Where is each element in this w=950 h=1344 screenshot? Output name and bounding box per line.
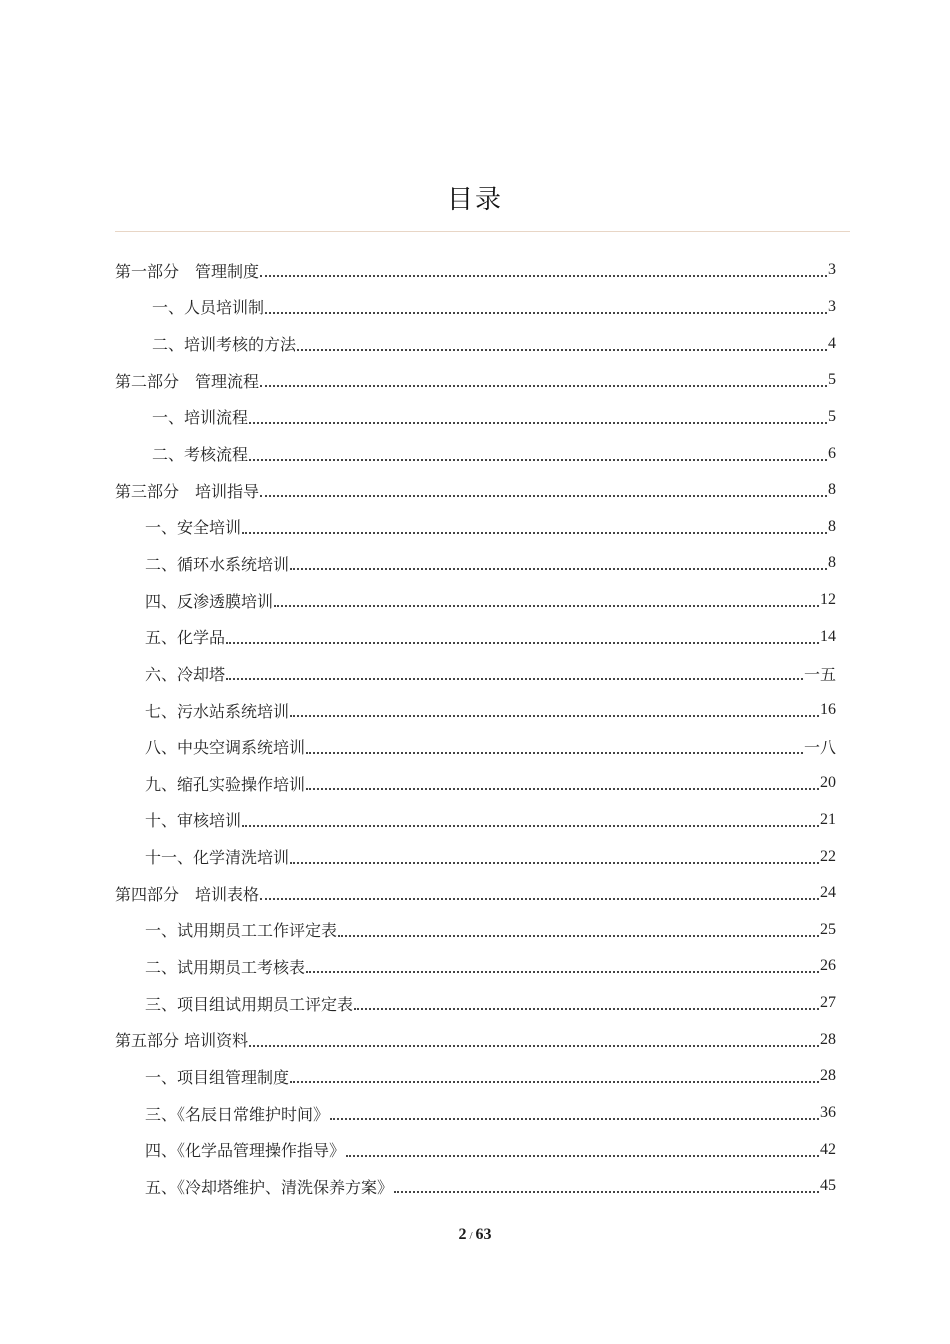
toc-entry-page: 14	[820, 627, 836, 645]
toc-dot-leader	[394, 1191, 819, 1193]
toc-entry-page: 25	[820, 920, 836, 938]
toc-entry-text: 第四部分 培训表格	[115, 884, 260, 904]
toc-entry-text: 第二部分 管理流程	[115, 371, 260, 391]
toc-entry-text: 二、考核流程	[152, 445, 249, 465]
current-page-number: 2	[458, 1226, 467, 1243]
toc-entry-text: 一、培训流程	[152, 408, 249, 428]
toc-entry-text: 五、《冷却塔维护、清洗保养方案》	[145, 1177, 394, 1197]
toc-entry[interactable]	[0, 728, 950, 765]
page-number-separator: /	[469, 1230, 473, 1242]
toc-entry[interactable]	[0, 289, 950, 326]
toc-entry[interactable]	[0, 912, 950, 949]
toc-dot-leader	[297, 349, 827, 351]
toc-dot-leader	[242, 825, 819, 827]
toc-entry[interactable]	[0, 765, 950, 802]
toc-dot-leader	[249, 1045, 819, 1047]
toc-entry[interactable]	[0, 875, 950, 912]
toc-entry[interactable]	[0, 582, 950, 619]
toc-entry-page: 27	[820, 994, 836, 1012]
toc-entry-page: 5	[828, 371, 836, 389]
toc-entry[interactable]	[0, 1095, 950, 1132]
toc-entry-text: 一、项目组管理制度	[145, 1067, 290, 1087]
toc-entry[interactable]	[0, 948, 950, 985]
toc-entry[interactable]	[0, 545, 950, 582]
toc-entry[interactable]	[0, 692, 950, 729]
toc-entry[interactable]	[0, 399, 950, 436]
toc-dot-leader	[290, 862, 819, 864]
toc-entry-text: 二、试用期员工考核表	[145, 957, 306, 977]
toc-entry[interactable]	[0, 655, 950, 692]
toc-entry-text: 五、化学品	[145, 628, 226, 648]
toc-entry[interactable]	[0, 252, 950, 289]
toc-entry-text: 第一部分 管理制度	[115, 261, 260, 281]
toc-entry-text: 四、《化学品管理操作指导》	[145, 1141, 346, 1161]
toc-entry[interactable]	[0, 985, 950, 1022]
toc-dot-leader	[338, 935, 819, 937]
toc-entry-text: 第五部分 培训资料	[115, 1031, 249, 1051]
toc-entry-text: 九、缩孔实验操作培训	[145, 774, 306, 794]
toc-dot-leader	[290, 568, 827, 570]
page-number	[0, 1226, 950, 1244]
toc-entry-text: 七、污水站系统培训	[145, 701, 290, 721]
toc-entry-text: 一、安全培训	[145, 518, 242, 538]
toc-entry-text: 十一、化学清洗培训	[145, 848, 290, 868]
toc-entry[interactable]	[0, 802, 950, 839]
toc-entry-text: 二、培训考核的方法	[152, 335, 297, 355]
toc-entry-page: 36	[820, 1104, 836, 1122]
toc-entry-page: 22	[820, 847, 836, 865]
toc-entry-page: 一五	[803, 666, 836, 684]
toc-entry-page: 28	[820, 1030, 836, 1048]
toc-entry-text: 三、《名辰日常维护时间》	[145, 1104, 330, 1124]
toc-dot-leader	[265, 312, 827, 314]
toc-entry-page: 8	[828, 517, 836, 535]
toc-entry[interactable]	[0, 362, 950, 399]
toc-dot-leader	[260, 898, 819, 900]
toc-entry-page: 8	[828, 481, 836, 499]
toc-entry-text: 十、审核培训	[145, 811, 242, 831]
toc-dot-leader	[249, 422, 827, 424]
toc-entry[interactable]	[0, 1058, 950, 1095]
toc-dot-leader	[290, 715, 819, 717]
table-of-contents	[0, 252, 950, 1205]
toc-entry-page: 21	[820, 810, 836, 828]
toc-entry-text: 四、反渗透膜培训	[145, 591, 274, 611]
toc-entry-text: 第三部分 培训指导	[115, 481, 260, 501]
toc-dot-leader	[249, 459, 827, 461]
toc-entry-text: 一、试用期员工工作评定表	[145, 921, 338, 941]
toc-entry-text: 六、冷却塔	[145, 664, 226, 684]
toc-dot-leader	[346, 1155, 819, 1157]
toc-entry-page: 45	[820, 1177, 836, 1195]
toc-entry-text: 二、循环水系统培训	[145, 554, 290, 574]
toc-entry-page: 5	[828, 407, 836, 425]
toc-entry-page: 24	[820, 884, 836, 902]
toc-dot-leader	[226, 642, 819, 644]
toc-entry-page: 3	[828, 297, 836, 315]
toc-entry[interactable]	[0, 1131, 950, 1168]
toc-entry-text: 三、项目组试用期员工评定表	[145, 994, 354, 1014]
toc-entry-page: 28	[820, 1067, 836, 1085]
toc-dot-leader	[242, 532, 827, 534]
toc-entry[interactable]	[0, 618, 950, 655]
toc-entry[interactable]	[0, 1021, 950, 1058]
toc-entry-page: 20	[820, 774, 836, 792]
page-title: 目录	[446, 185, 503, 215]
toc-entry-page: 16	[820, 701, 836, 718]
toc-dot-leader	[226, 678, 803, 680]
toc-entry-text: 一、人员培训制	[152, 298, 265, 318]
toc-entry[interactable]	[0, 1168, 950, 1205]
toc-entry-page: 6	[828, 444, 836, 462]
toc-dot-leader	[306, 971, 819, 973]
toc-entry[interactable]	[0, 325, 950, 362]
toc-entry-page: 12	[820, 591, 836, 609]
toc-dot-leader	[260, 495, 827, 497]
toc-dot-leader	[260, 385, 827, 387]
title-divider	[115, 231, 850, 232]
toc-entry-page: 4	[828, 334, 836, 352]
toc-dot-leader	[330, 1118, 819, 1120]
toc-entry[interactable]	[0, 838, 950, 875]
toc-entry-page: 8	[828, 554, 836, 572]
toc-entry[interactable]	[0, 435, 950, 472]
toc-entry[interactable]	[0, 508, 950, 545]
toc-entry-text: 八、中央空调系统培训	[145, 738, 306, 758]
toc-dot-leader	[290, 1081, 819, 1083]
total-page-count: 63	[475, 1226, 492, 1243]
toc-entry-page: 一八	[803, 740, 836, 758]
toc-dot-leader	[260, 275, 827, 277]
toc-entry-page: 3	[828, 261, 836, 279]
toc-dot-leader	[306, 752, 803, 754]
toc-dot-leader	[274, 605, 819, 607]
toc-entry-page: 42	[820, 1140, 836, 1158]
toc-entry[interactable]	[0, 472, 950, 509]
toc-entry-page: 26	[820, 957, 836, 975]
toc-dot-leader	[354, 1008, 819, 1010]
toc-dot-leader	[306, 788, 819, 790]
